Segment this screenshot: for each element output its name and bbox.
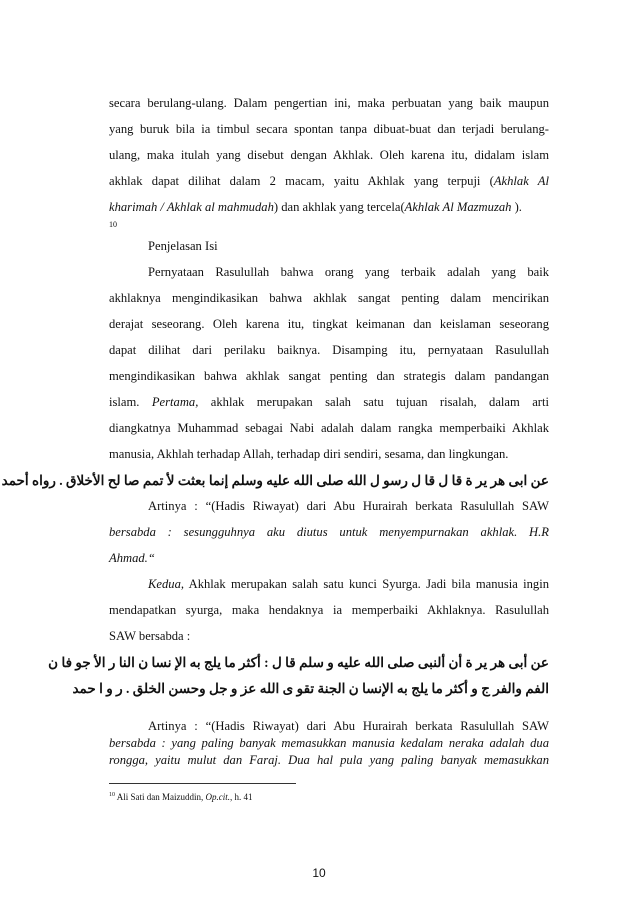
footnote	[109, 789, 253, 803]
body-text: ) dan akhlak yang tercela(	[273, 200, 405, 214]
body-line	[109, 394, 549, 410]
italic-translation: rongga, yaitu mulut dan Faraj. Dua hal pula yang paling banyak memasukkan	[109, 753, 549, 767]
body-line: Pernyataan Rasulullah bahwa orang yang terbaik adalah yang baik	[148, 265, 549, 279]
body-line: akhlaknya mengindikasikan bahwa akhlak sangat penting dalam mencirikan	[109, 291, 549, 305]
body-text: islam.	[109, 395, 152, 409]
body-line: secara berulang-ulang. Dalam pengertian ini, maka perbuatan yang baik maupun	[109, 96, 549, 110]
footnote-ref: 10	[109, 220, 117, 229]
body-line: dapat dilihat dari perilaku baiknya. Disamping itu, pernyataan Rasulullah	[109, 343, 549, 357]
translation-line	[109, 752, 549, 768]
arabic-hadith: عن أبى هر ير ة أن ألنبى صلى الله عليه و سلم قا ل : أكثر ما يلج به الإ نسا ن النا ر الأ جو فا ن	[48, 655, 549, 670]
italic-term: Pertama,	[151, 395, 199, 409]
translation-line: Artinya : “(Hadis Riwayat) dari Abu Hurairah berkata Rasulullah SAW	[148, 499, 549, 513]
italic-translation: bersabda : yang paling banyak memasukkan manusia kedalam neraka adalah dua	[109, 736, 549, 750]
body-line	[109, 199, 549, 215]
page-number: 10	[312, 866, 326, 880]
translation-line	[109, 735, 549, 751]
footnote-italic: Op.cit.	[205, 792, 231, 802]
italic-term: Akhlak Al	[493, 174, 549, 188]
body-text: akhlak dapat dilihat dalam 2 macam, yaitu Akhlak yang terpuji (	[109, 174, 494, 188]
body-text: Akhlak merupakan salah satu kunci Syurga. Jadi bila manusia ingin	[184, 577, 549, 591]
body-line: ulang, maka itulah yang disebut dengan Akhlak. Oleh karena itu, didalam islam	[109, 148, 549, 162]
body-line: derajat seseorang. Oleh karena itu, tingkat keimanan dan keislaman seseorang	[109, 317, 549, 331]
italic-translation: Ahmad.“	[109, 551, 155, 565]
footnote-text: Ali Sati dan Maizuddin,	[116, 792, 206, 802]
body-line: manusia, Akhlah terhadap Allah, terhadap diri sendiri, sesama, dan lingkungan.	[109, 447, 509, 461]
arabic-hadith: الفم والفر ج و أكثر ما يلج به الإنسا ن الجنة تقو ى الله عز و جل وحسن الخلق . ر و ا حمد	[72, 681, 549, 696]
italic-translation: bersabda : sesungguhnya aku diutus untuk menyempurnakan akhlak. H.R	[109, 525, 549, 539]
body-line: yang buruk bila ia timbul secara spontan tanpa dibuat-buat dan terjadi berulang-	[109, 122, 549, 136]
translation-line	[109, 524, 549, 540]
italic-term: kharimah / Akhlak al mahmudah	[109, 200, 274, 214]
body-line	[148, 576, 549, 592]
body-line	[109, 173, 549, 189]
body-line: mendapatkan syurga, maka hendaknya ia memperbaiki Akhlaknya. Rasulullah	[109, 603, 549, 617]
italic-term: Kedua,	[148, 577, 185, 591]
body-line: mengindikasikan bahwa akhlak sangat penting dan strategis dalam pandangan	[109, 369, 549, 383]
arabic-hadith: عن ابى هر ير ة قا ل قا ل رسو ل الله صلى الله عليه وسلم إنما بعثت لأ تمم صا لح الأخلاق . رواه أحمد	[1, 473, 549, 488]
italic-term: Akhlak Al Mazmuzah	[404, 200, 512, 214]
translation-line: Artinya : “(Hadis Riwayat) dari Abu Hurairah berkata Rasulullah SAW	[148, 719, 549, 733]
footnote-divider	[109, 783, 296, 784]
body-text: akhlak merupakan salah satu tujuan risalah, dalam arti	[198, 395, 549, 409]
section-heading: Penjelasan Isi	[148, 239, 218, 253]
body-line: SAW bersabda :	[109, 629, 191, 643]
body-line: diangkatnya Muhammad sebagai Nabi adalah dalam rangka memperbaiki Akhlak	[109, 421, 549, 435]
translation-line	[109, 550, 549, 566]
footnote-number: 10	[109, 792, 115, 798]
body-text: ).	[511, 200, 522, 214]
footnote-after: , h. 41	[230, 792, 253, 802]
